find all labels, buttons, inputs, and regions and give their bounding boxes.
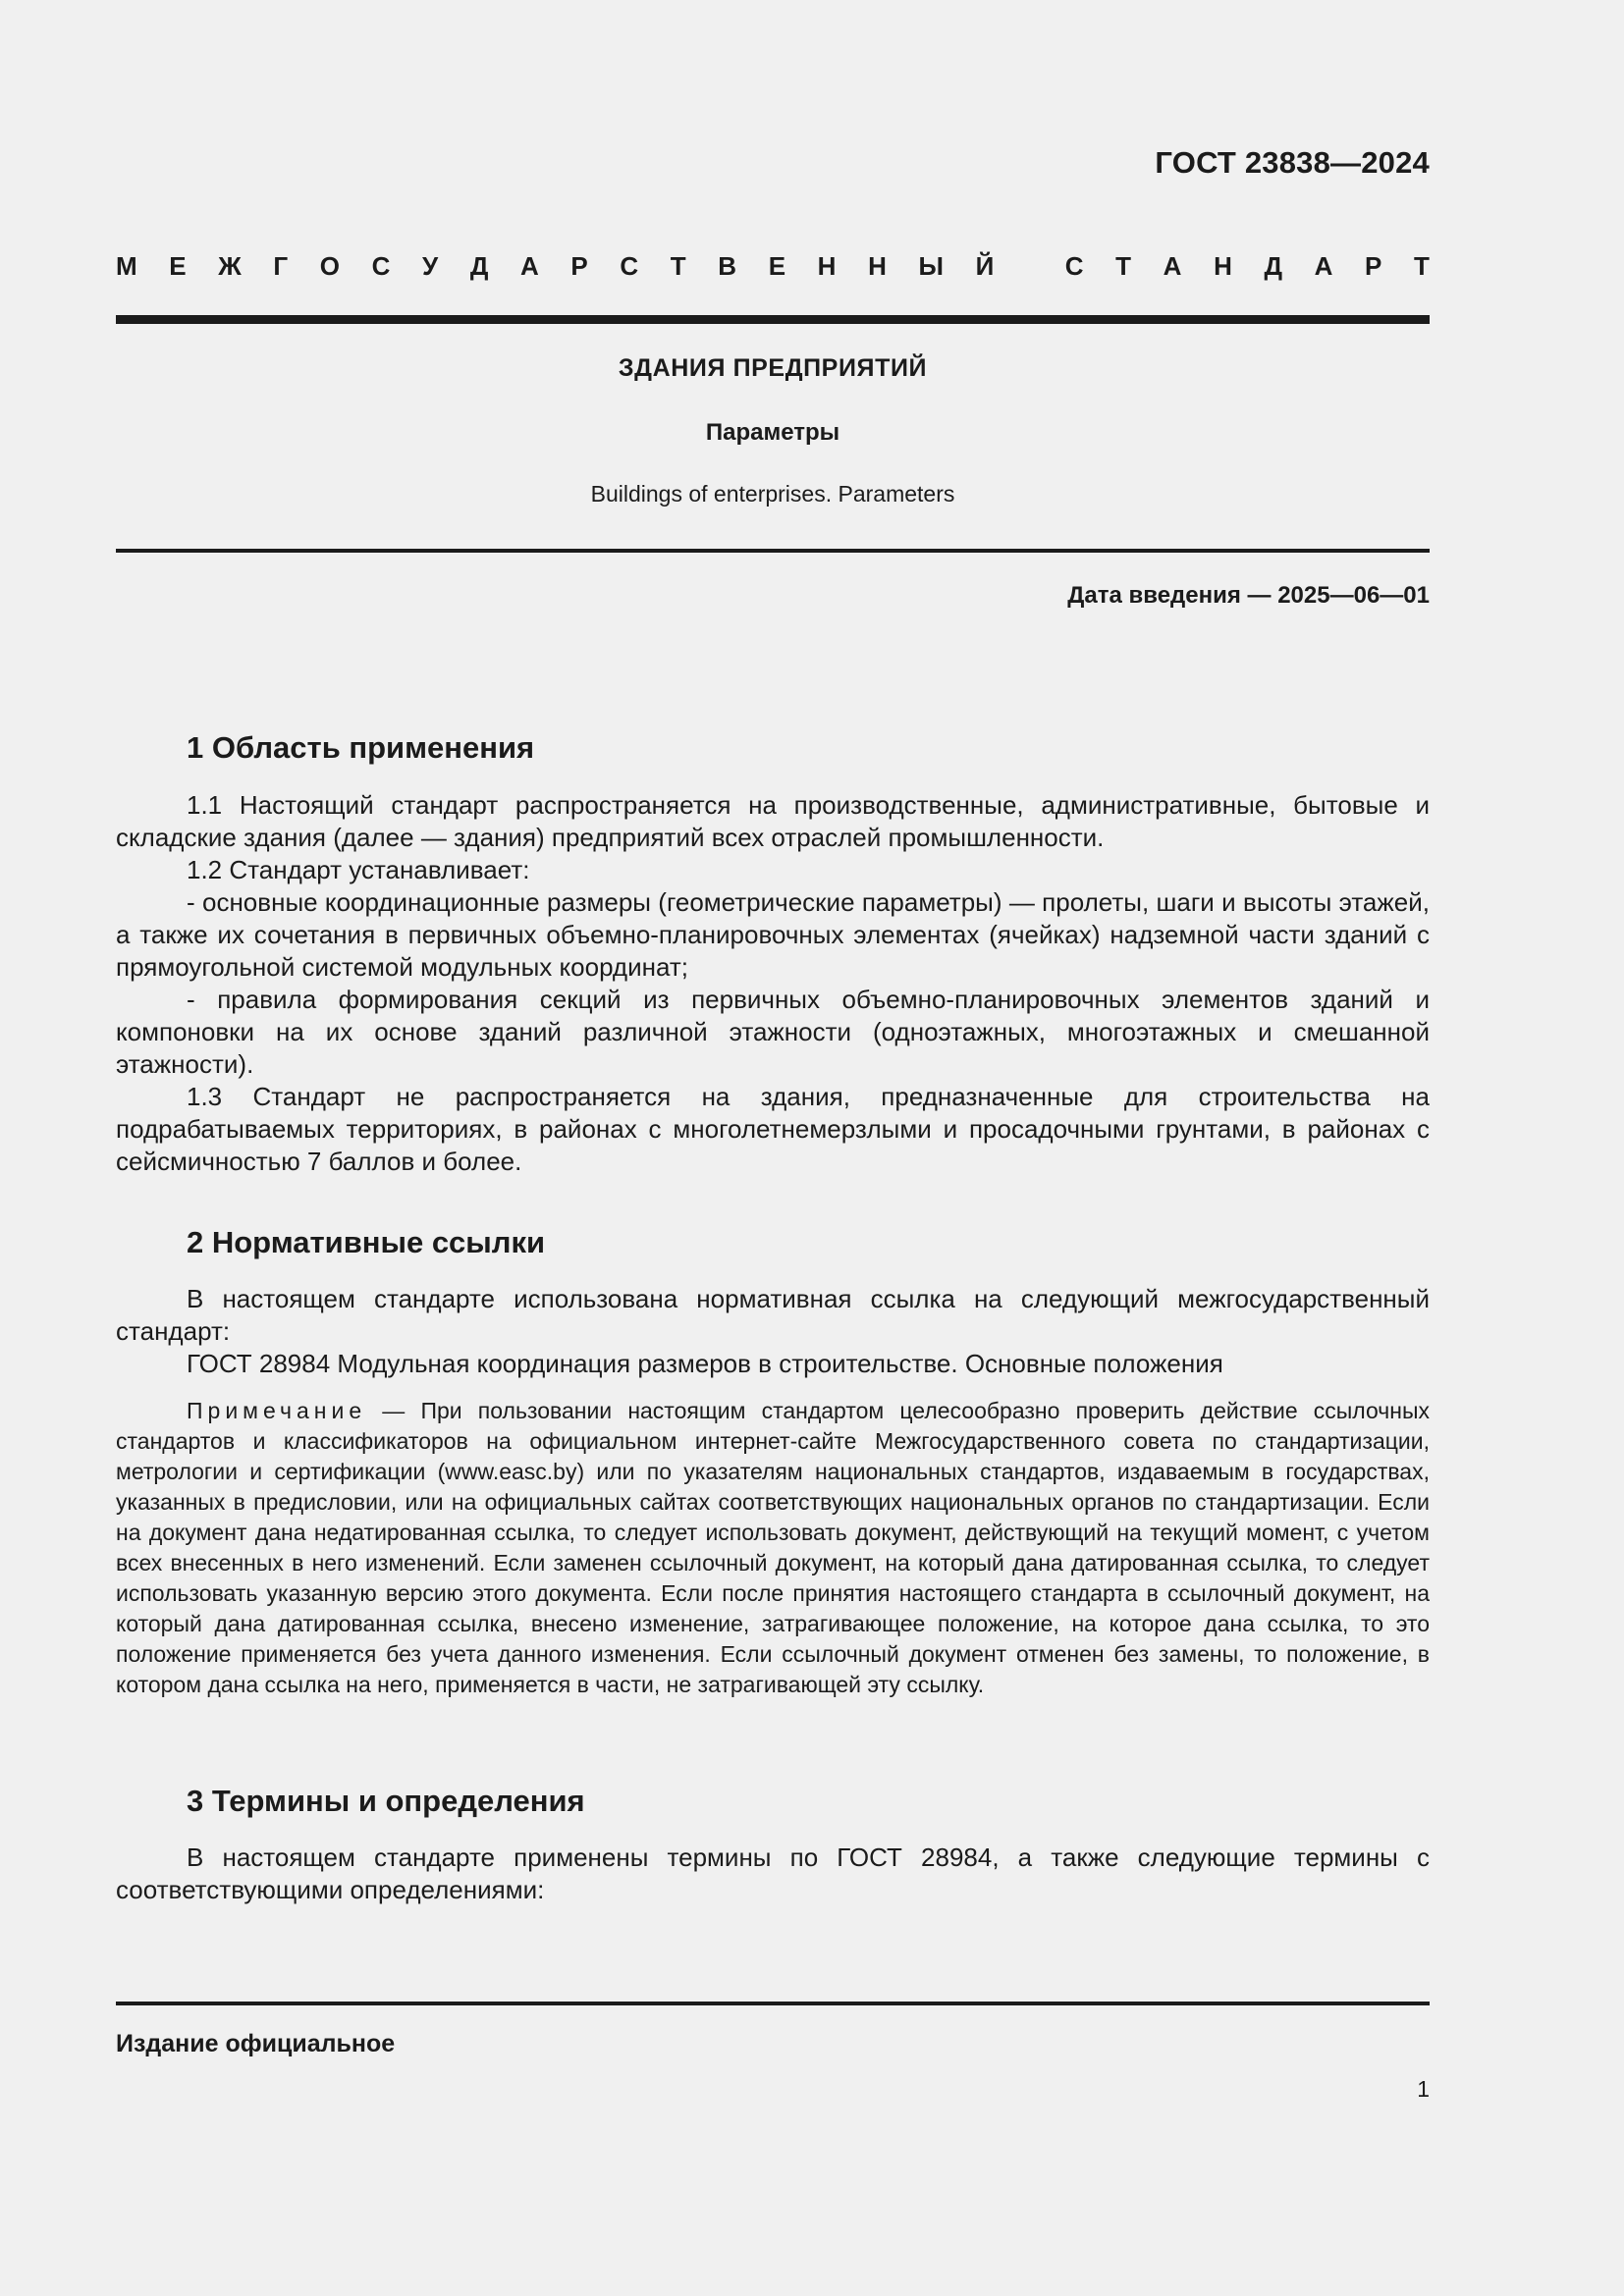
standard-type-letter: С: [1064, 251, 1084, 281]
standard-type-letter: С: [371, 251, 391, 281]
note-label: Примечание: [187, 1398, 367, 1423]
section-1-heading: 1 Область применения: [187, 730, 535, 765]
introduction-date: Дата введения — 2025—06—01: [1067, 582, 1430, 609]
standard-type-letter: А: [1163, 251, 1182, 281]
standard-type-letter: [1026, 251, 1033, 285]
paragraph-1-1: 1.1 Настоящий стандарт распространяется на производственные, административные, бытовые и складские здания (далее — здания) предприятий всех отраслей промышленности.: [116, 790, 1430, 852]
paragraph-2-1: В настоящем стандарте использована нормативная ссылка на следующий межгосударственный стандарт:: [116, 1284, 1430, 1346]
standard-type-letter: Т: [670, 251, 686, 281]
title-rule: [116, 549, 1430, 553]
document-title: ЗДАНИЯ ПРЕДПРИЯТИЙ: [618, 354, 928, 382]
standard-type-letter: Ы: [918, 251, 944, 281]
reference-gost-28984: ГОСТ 28984 Модульная координация размеров в строительстве. Основные положения: [187, 1349, 1223, 1378]
standard-type-letter: Р: [570, 251, 588, 281]
standard-type-letter: Ж: [218, 251, 242, 281]
standard-type-letter: Г: [273, 251, 289, 281]
paragraph-1-2: 1.2 Стандарт устанавливает:: [187, 855, 530, 884]
list-item-rules: - правила формирования секций из первичных объемно-планировочных элементов зданий и компоновки на их основе зданий различной этажности (одноэтажных, многоэтажных и смешанной этажности).: [116, 985, 1430, 1079]
edition-label: Издание официальное: [116, 2030, 396, 2057]
page-number: 1: [1417, 2076, 1430, 2102]
document-page: [116, 0, 1430, 2296]
standard-type-letter: Д: [469, 251, 489, 281]
section-2-heading: 2 Нормативные ссылки: [187, 1225, 546, 1259]
standard-type-letter: М: [116, 251, 137, 281]
note-block: [116, 1396, 1430, 1700]
footer-rule: [116, 2002, 1430, 2005]
standard-type-letter: А: [1314, 251, 1333, 281]
standard-type-letter: В: [718, 251, 737, 281]
document-code: ГОСТ 23838—2024: [1155, 145, 1430, 180]
standard-type-letter: Е: [768, 251, 786, 281]
standard-type-letter: Н: [868, 251, 887, 281]
section-3-body: [116, 1842, 1430, 1906]
header-rule: [116, 315, 1430, 324]
paragraph-3-1: В настоящем стандарте применены термины по ГОСТ 28984, а также следующие термины с соответствующими определениями:: [116, 1842, 1430, 1904]
standard-type-letter: Т: [1414, 251, 1430, 281]
standard-type-letter: С: [620, 251, 639, 281]
standard-type-letter: Т: [1115, 251, 1132, 281]
section-1-body: [116, 789, 1430, 1178]
section-3-heading: 3 Термины и определения: [187, 1784, 585, 1818]
document-subtitle: Параметры: [705, 419, 840, 446]
standard-type-letter: Й: [975, 251, 995, 281]
section-2-body: [116, 1283, 1430, 1380]
standard-type-letter: Е: [169, 251, 187, 281]
standard-type-letter: О: [319, 251, 340, 281]
standard-type-letter: Н: [1214, 251, 1232, 281]
paragraph-1-3: 1.3 Стандарт не распространяется на здания, предназначенные для строительства на подрабатываемых территориях, в районах с многолетнемерзлыми и просадочными грунтами, в районах с сейсмичностью 7 баллов и более.: [116, 1082, 1430, 1176]
document-title-english: Buildings of enterprises. Parameters: [590, 481, 955, 507]
standard-type-heading: [116, 251, 1430, 285]
note-text: — При пользовании настоящим стандартом целесообразно проверить действие ссылочных стандартов и классификаторов на официальном интернет-сайте Межгосударственного совета по стандартизации, метрологии и сертификации (www.easc.by) или по указателям национальных стандартов, издаваемым в государствах, указанных в предисловии, или на официальных сайтах соответствующих национальных органов по стандартизации. Если на документ дана недатированная ссылка, то следует использовать документ, действующий на текущий момент, с учетом всех внесенных в него изменений. Если заменен ссылочный документ, на который дана датированная ссылка, то следует использовать указанную версию этого документа. Если после принятия настоящего стандарта в ссылочный документ, на который дана датированная ссылка, внесено изменение, затрагивающее положение, на которое дана ссылка, то это положение применяется без учета данного изменения. Если ссылочный документ отменен без замены, то положение, в котором дана ссылка на него, применяется в части, не затрагивающей эту ссылку.: [116, 1398, 1430, 1697]
standard-type-letter: Н: [817, 251, 837, 281]
standard-type-letter: Р: [1365, 251, 1382, 281]
standard-type-letter: А: [520, 251, 539, 281]
standard-type-letter: Д: [1264, 251, 1283, 281]
standard-type-letter: У: [422, 251, 439, 281]
list-item-dimensions: - основные координационные размеры (геометрические параметры) — пролеты, шаги и высоты этажей, а также их сочетания в первичных объемно-планировочных элементах (ячейках) надземной части зданий с прямоугольной системой модульных координат;: [116, 887, 1430, 982]
